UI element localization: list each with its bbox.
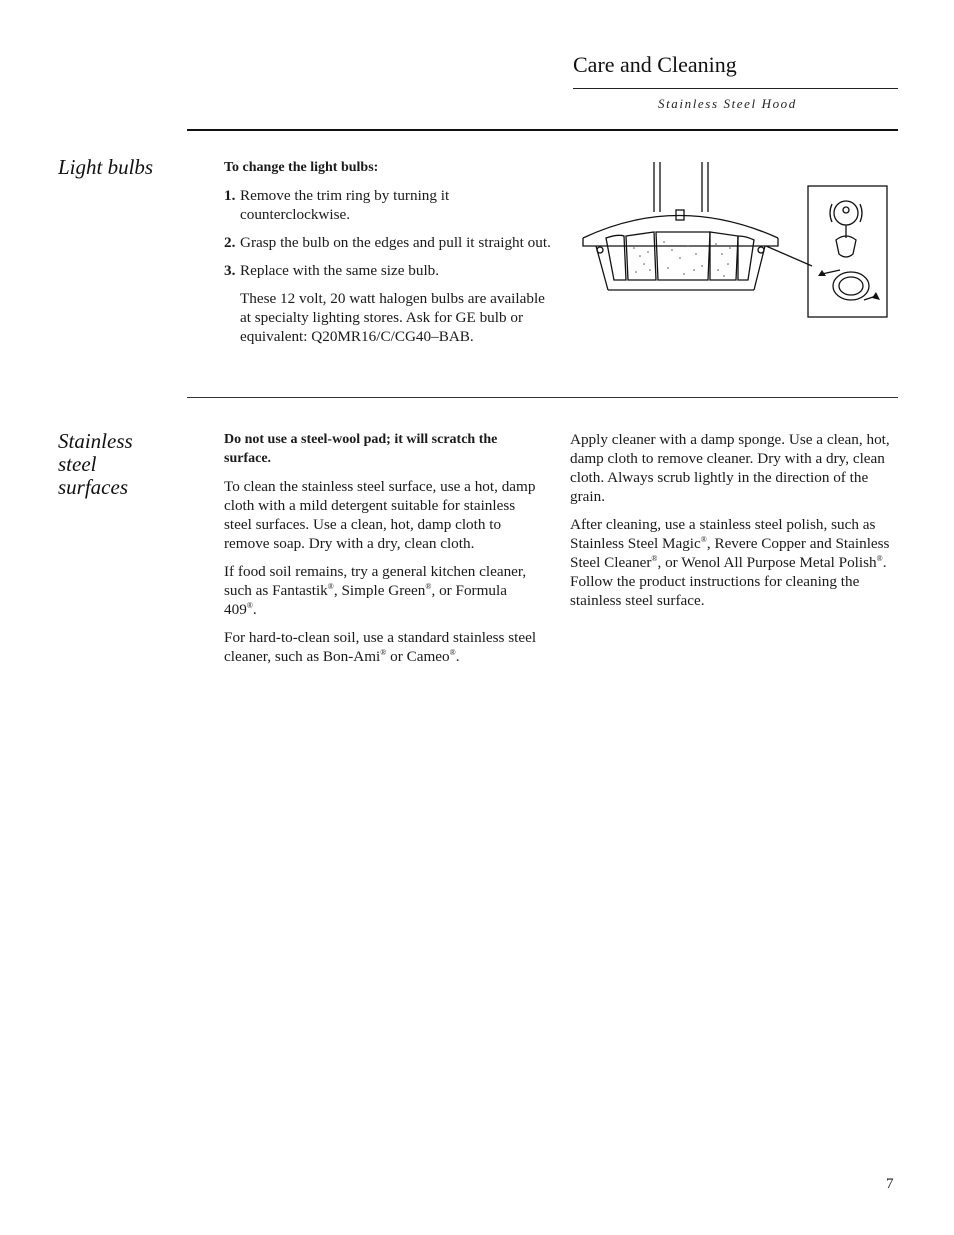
step-number: 3. <box>224 262 236 279</box>
hood-light-illustration <box>578 158 890 320</box>
cleaning-paragraph-2 <box>224 562 540 619</box>
registered-mark: ® <box>425 581 432 591</box>
page-number: 7 <box>886 1176 894 1192</box>
registered-mark: ® <box>700 534 707 544</box>
heading-line: steel <box>58 452 97 476</box>
heading-line: surfaces <box>58 475 128 499</box>
instructions-intro: To change the light bulbs: <box>224 160 379 175</box>
text-span: . <box>455 648 460 665</box>
text-span: . <box>252 601 257 618</box>
registered-mark: ® <box>327 581 334 591</box>
text-span: or Cameo <box>386 648 450 665</box>
text-span: , or Formula 409 <box>224 582 507 618</box>
text-span: If food soil remains, try a general kitchen cleaner, such as Fantastik <box>224 563 527 599</box>
light-bulbs-instructions <box>224 158 554 355</box>
cleaning-paragraph-5 <box>570 515 900 610</box>
text-span: After cleaning, use a stainless steel polish, such as Stainless Steel Magic <box>570 516 876 552</box>
stainless-column-left <box>224 430 540 675</box>
cleaning-paragraph-1: To clean the stainless steel surface, use a hot, damp cloth with a mild detergent suitable for stainless steel surfaces. Use a clean, hot, damp cloth to remove soap. Dry with a dry, clean cloth. <box>224 478 536 552</box>
step-2 <box>224 233 554 252</box>
header-divider <box>573 88 898 89</box>
cleaning-paragraph-3 <box>224 628 540 666</box>
step-text: Remove the trim ring by turning it counterclockwise. <box>240 187 450 223</box>
heading-line: Stainless <box>58 429 133 453</box>
registered-mark: ® <box>651 553 658 563</box>
warning-text: Do not use a steel-wool pad; it will scratch the surface. <box>224 432 498 466</box>
section-divider-middle <box>187 397 898 398</box>
stainless-column-right <box>570 430 900 619</box>
cleaning-paragraph-4: Apply cleaner with a damp sponge. Use a clean, hot, damp cloth to remove cleaner. Dry with a dry, clean cloth. Always scrub lightly in the direction of the grain. <box>570 431 890 505</box>
step-number: 1. <box>224 187 236 204</box>
bulb-note: These 12 volt, 20 watt halogen bulbs are available at specialty lighting stores. Ask for GE bulb or equivalent: Q20MR16/C/CG40–BAB. <box>240 290 545 345</box>
section-divider-top <box>187 129 898 131</box>
text-span: . Follow the product instructions for cleaning the stainless steel surface. <box>570 554 887 609</box>
page-title: Care and Cleaning <box>573 52 737 77</box>
section-subtitle: Stainless Steel Hood <box>658 96 797 111</box>
step-text: Grasp the bulb on the edges and pull it straight out. <box>240 234 551 251</box>
registered-mark: ® <box>449 647 456 657</box>
text-span: , Revere Copper and Stainless Steel Cleaner <box>570 535 890 571</box>
text-span: For hard-to-clean soil, use a standard stainless steel cleaner, such as Bon-Ami <box>224 629 537 665</box>
text-span: , or Wenol All Purpose Metal Polish <box>657 554 877 571</box>
registered-mark: ® <box>876 553 883 563</box>
step-text: Replace with the same size bulb. <box>240 262 440 279</box>
registered-mark: ® <box>246 600 253 610</box>
step-3 <box>224 261 554 280</box>
registered-mark: ® <box>380 647 387 657</box>
light-bulbs-heading: Light bulbs <box>58 155 154 179</box>
text-span: , Simple Green <box>333 582 426 599</box>
step-number: 2. <box>224 234 236 251</box>
step-1 <box>224 186 554 224</box>
stainless-heading <box>58 430 133 499</box>
